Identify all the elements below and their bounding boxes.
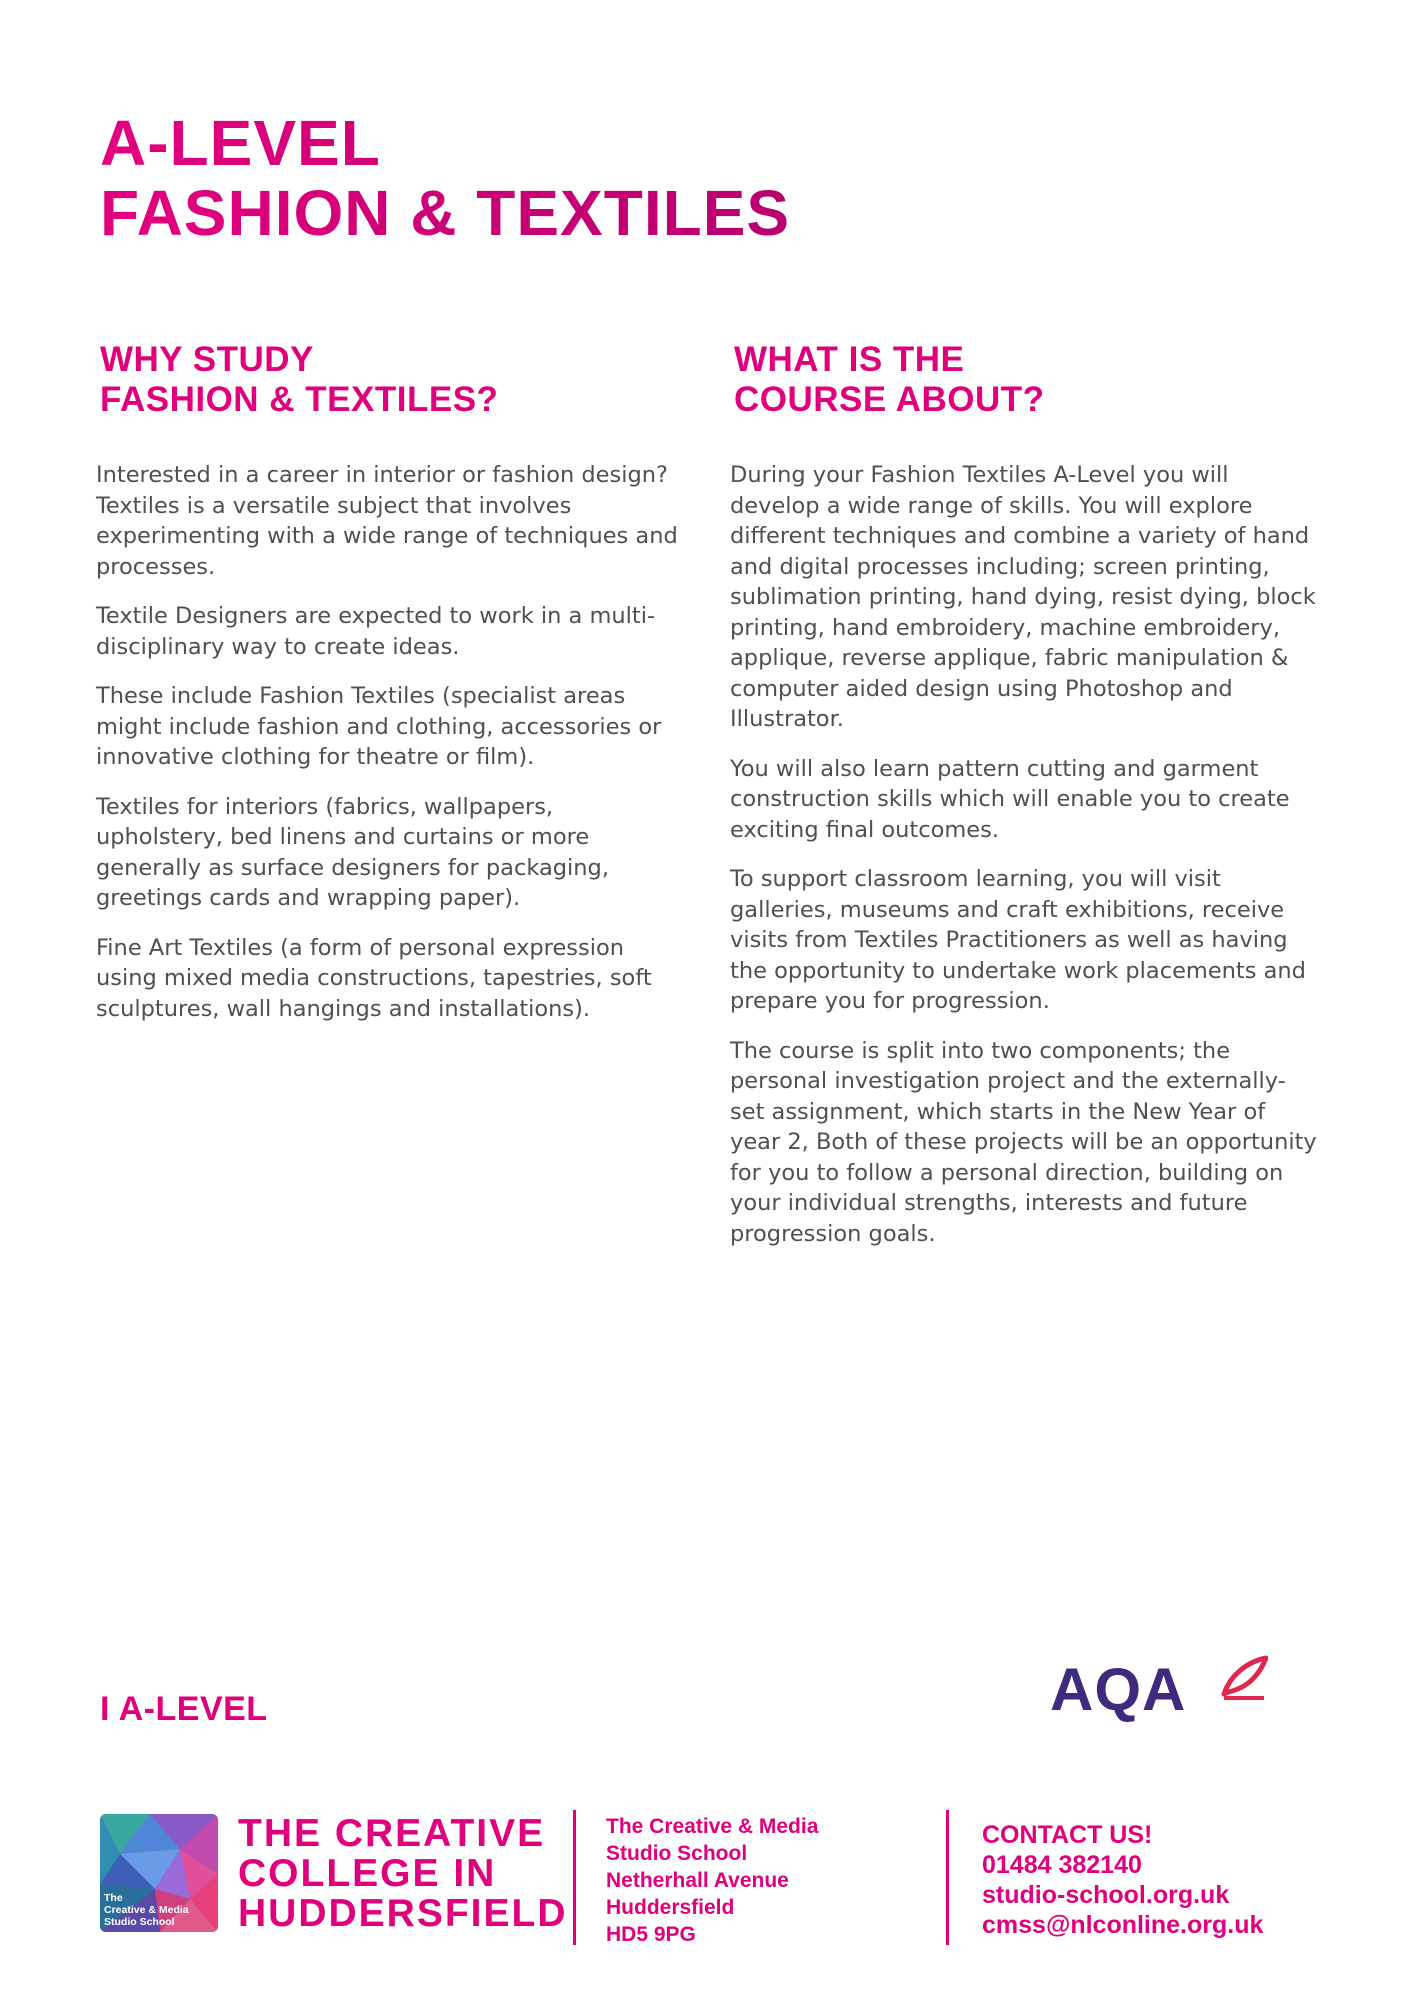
address-line: Netherhall Avenue <box>606 1869 789 1892</box>
address-line: Huddersfield <box>606 1896 735 1919</box>
why-study-paragraph: These include Fashion Textiles (specialist areas might include fashion and clothing, accessories or innovative clothing for theatre or film). <box>96 683 662 770</box>
course-about-paragraph: The course is split into two components; the personal investigation project and the externally-set assignment, which starts in the New Year of year 2, Both of these projects will be an opportunity for you to follow a personal direction, building on your individual strengths, interests and future progression goals. <box>730 1037 1317 1247</box>
college-name <box>238 1814 568 1934</box>
logo-box-text-line: The <box>104 1892 123 1904</box>
course-about-heading-line-2: COURSE ABOUT? <box>734 380 1045 419</box>
course-about-heading-line-1: WHAT IS THE <box>734 340 965 379</box>
page-title-line-1: A-LEVEL <box>100 107 381 179</box>
contact-email-link[interactable]: cmss@nlconline.org.uk <box>982 1911 1264 1939</box>
logo-box-text-line: Creative & Media <box>104 1904 189 1916</box>
why-study-paragraph: Interested in a career in interior or fashion design? Textiles is a versatile subject that involves experimenting with a wide range of techniques and processes. <box>96 462 678 580</box>
contact-heading: CONTACT US! <box>982 1821 1153 1849</box>
why-study-heading-line-1: WHY STUDY <box>100 340 314 379</box>
college-name-line: THE CREATIVE <box>238 1812 546 1855</box>
studio-school-logo <box>100 1814 218 1932</box>
course-about-section <box>730 340 1320 1268</box>
aqa-leaf-icon <box>1220 1654 1268 1700</box>
college-name-line: COLLEGE IN <box>238 1852 497 1895</box>
level-tag: I A-LEVEL <box>100 1690 268 1728</box>
logo-box-text <box>104 1892 189 1928</box>
why-study-heading-line-2: FASHION & TEXTILES? <box>100 380 499 419</box>
why-study-paragraph: Textile Designers are expected to work in a multi-disciplinary way to create ideas. <box>96 603 656 660</box>
page-title-line-2: FASHION & TEXTILES <box>100 177 791 249</box>
school-address <box>606 1813 818 1948</box>
course-about-heading <box>734 340 1320 420</box>
address-line: The Creative & Media <box>606 1815 819 1838</box>
page-title <box>100 108 790 248</box>
course-about-paragraph: To support classroom learning, you will visit galleries, museums and craft exhibitions, receive visits from Textiles Practitioners as well as having the opportunity to undertake work placements and prepare you for progression. <box>730 866 1306 1014</box>
footer-divider <box>573 1810 576 1945</box>
why-study-paragraph: Textiles for interiors (fabrics, wallpapers, upholstery, bed linens and curtains or more generally as surface designers for packaging, greetings cards and wrapping paper). <box>96 793 609 911</box>
contact-block <box>982 1820 1263 1940</box>
college-name-line: HUDDERSFIELD <box>238 1892 568 1935</box>
aqa-logo <box>1050 1650 1270 1730</box>
aqa-logo-text: AQA <box>1050 1656 1187 1723</box>
why-study-paragraph: Fine Art Textiles (a form of personal expression using mixed media constructions, tapestries, soft sculptures, wall hangings and installations). <box>96 934 652 1022</box>
logo-box-text-line: Studio School <box>104 1916 175 1928</box>
course-about-paragraph: You will also learn pattern cutting and garment construction skills which will enable you to create exciting final outcomes. <box>730 755 1290 843</box>
contact-phone[interactable]: 01484 382140 <box>982 1851 1142 1879</box>
address-line: HD5 9PG <box>606 1923 696 1946</box>
footer-divider <box>946 1810 949 1945</box>
course-about-paragraph: During your Fashion Textiles A-Level you will develop a wide range of skills. You will explore different techniques and combine a variety of hand and digital processes including; screen printing, sublimation printing, hand dying, resist dying, block printing, hand embroidery, machine embroidery, applique, reverse applique, fabric manipulation & computer aided design using Photoshop and Illustrator. <box>730 462 1316 732</box>
contact-website-link[interactable]: studio-school.org.uk <box>982 1881 1230 1909</box>
why-study-section <box>96 340 686 1043</box>
why-study-heading <box>100 340 686 420</box>
address-line: Studio School <box>606 1842 748 1865</box>
